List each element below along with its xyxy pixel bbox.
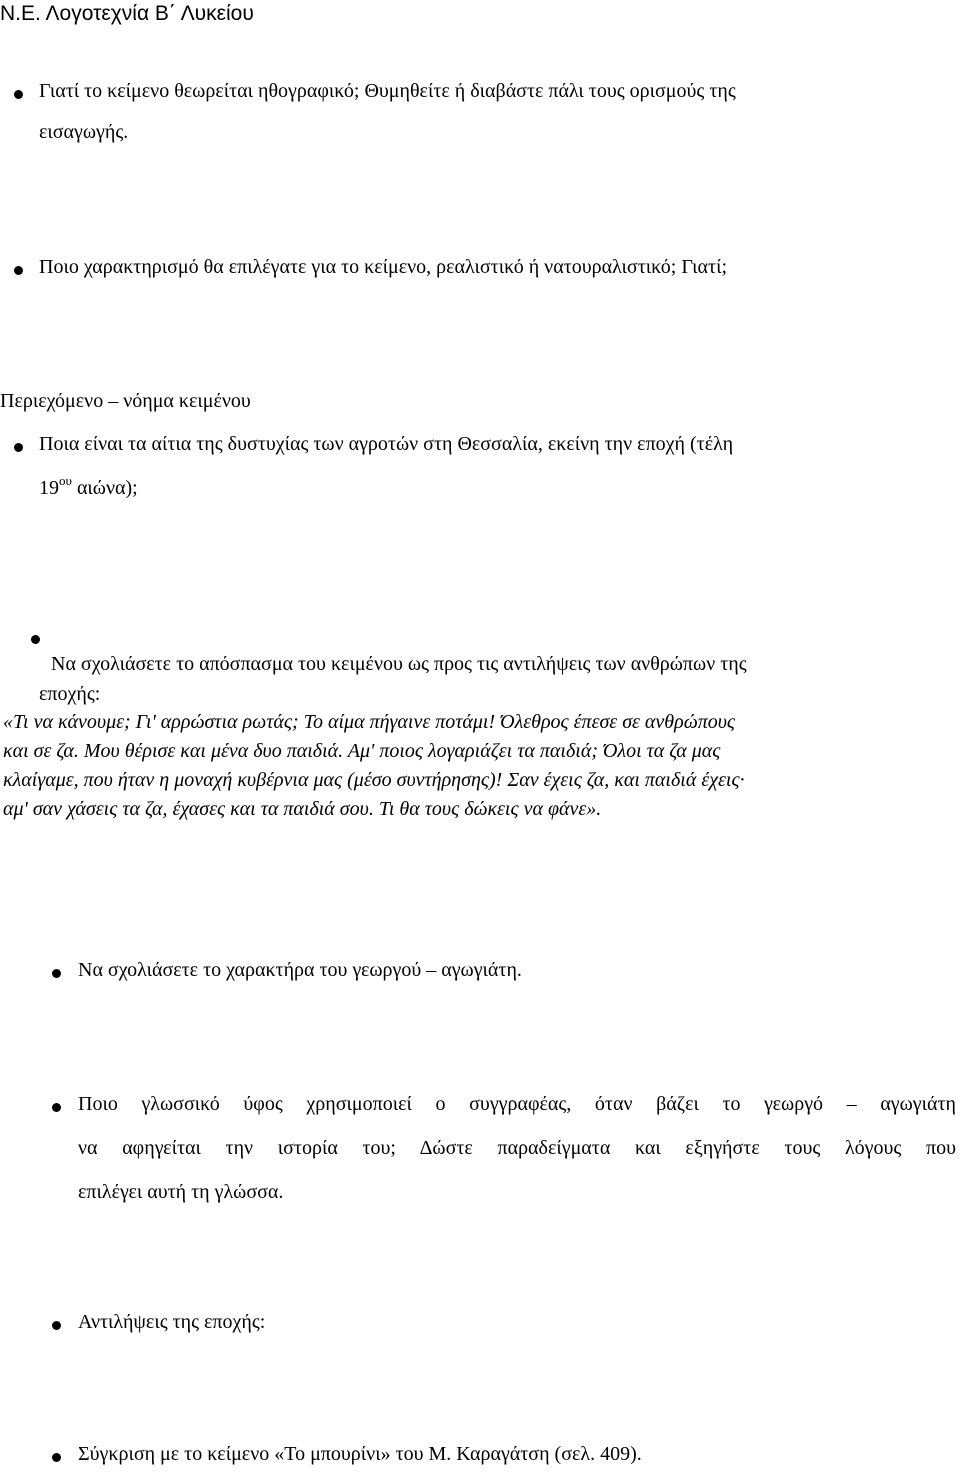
question-3-number: 19 xyxy=(39,477,59,499)
question-7: Αντιλήψεις της εποχής: xyxy=(78,1311,266,1333)
bullet-icon xyxy=(52,969,61,978)
bullet-icon xyxy=(14,90,23,99)
quote-line-3: κλαίγαμε, που ήταν η μοναχή κυβέρνια μας (μέσο συντήρησης)! Σαν έχεις ζα, και παιδιά έχεις· xyxy=(3,769,745,791)
bullet-icon xyxy=(14,266,23,275)
question-3-rest: αιώνα); xyxy=(71,477,138,499)
quote-line-1: «Τι να κάνουμε; Γι' αρρώστια ρωτάς; Το αίμα πήγαινε ποτάμι! Όλεθρος έπεσε σε ανθρώπους xyxy=(3,711,736,733)
page-header-title: Ν.Ε. Λογοτεχνία Β΄ Λυκείου xyxy=(0,2,254,25)
question-1-line-2: εισαγωγής. xyxy=(39,121,129,143)
bullet-icon xyxy=(52,1103,61,1112)
question-6-line-1: Ποιο γλωσσικό ύφος χρησιμοποιεί ο συγγραφέας, όταν βάζει το γεωργό – αγωγιάτη xyxy=(78,1093,956,1115)
bullet-icon xyxy=(52,1453,61,1462)
question-3-superscript: ου xyxy=(59,473,72,488)
question-1-line-1: Γιατί το κείμενο θεωρείται ηθογραφικό; Θυμηθείτε ή διαβάστε πάλι τους ορισμούς της xyxy=(39,80,736,102)
question-2: Ποιο χαρακτηρισμό θα επιλέγατε για το κείμενο, ρεαλιστικό ή νατουραλιστικό; Γιατί; xyxy=(39,256,728,278)
question-4-line-2: εποχής: xyxy=(39,683,101,705)
bullet-icon xyxy=(52,1321,61,1330)
question-5: Να σχολιάσετε το χαρακτήρα του γεωργού – αγωγιάτη. xyxy=(78,959,522,981)
question-6-line-2: να αφηγείται την ιστορία του; Δώστε παραδείγματα και εξηγήστε τους λόγους που xyxy=(78,1137,956,1159)
section-heading: Περιεχόμενο – νόημα κειμένου xyxy=(0,390,251,412)
question-3-line-1: Ποια είναι τα αίτια της δυστυχίας των αγροτών στη Θεσσαλία, εκείνη την εποχή (τέλη xyxy=(39,433,734,455)
bullet-icon xyxy=(31,635,40,644)
question-6-line-3: επιλέγει αυτή τη γλώσσα. xyxy=(78,1181,284,1203)
question-8: Σύγκριση με το κείμενο «Το μπουρίνι» του Μ. Καραγάτση (σελ. 409). xyxy=(78,1443,642,1465)
bullet-icon xyxy=(14,443,23,452)
question-4-line-1: Να σχολιάσετε το απόσπασμα του κειμένου ως προς τις αντιλήψεις των ανθρώπων της xyxy=(51,653,747,675)
question-3-line-2 xyxy=(39,473,138,500)
quote-line-4: αμ' σαν χάσεις τα ζα, έχασες και τα παιδιά σου. Τι θα τους δώκεις να φάνε». xyxy=(3,798,602,820)
quote-line-2: και σε ζα. Μου θέρισε και μένα δυο παιδιά. Αμ' ποιος λογαριάζει τα παιδιά; Όλοι τα ζα μας xyxy=(3,740,721,762)
